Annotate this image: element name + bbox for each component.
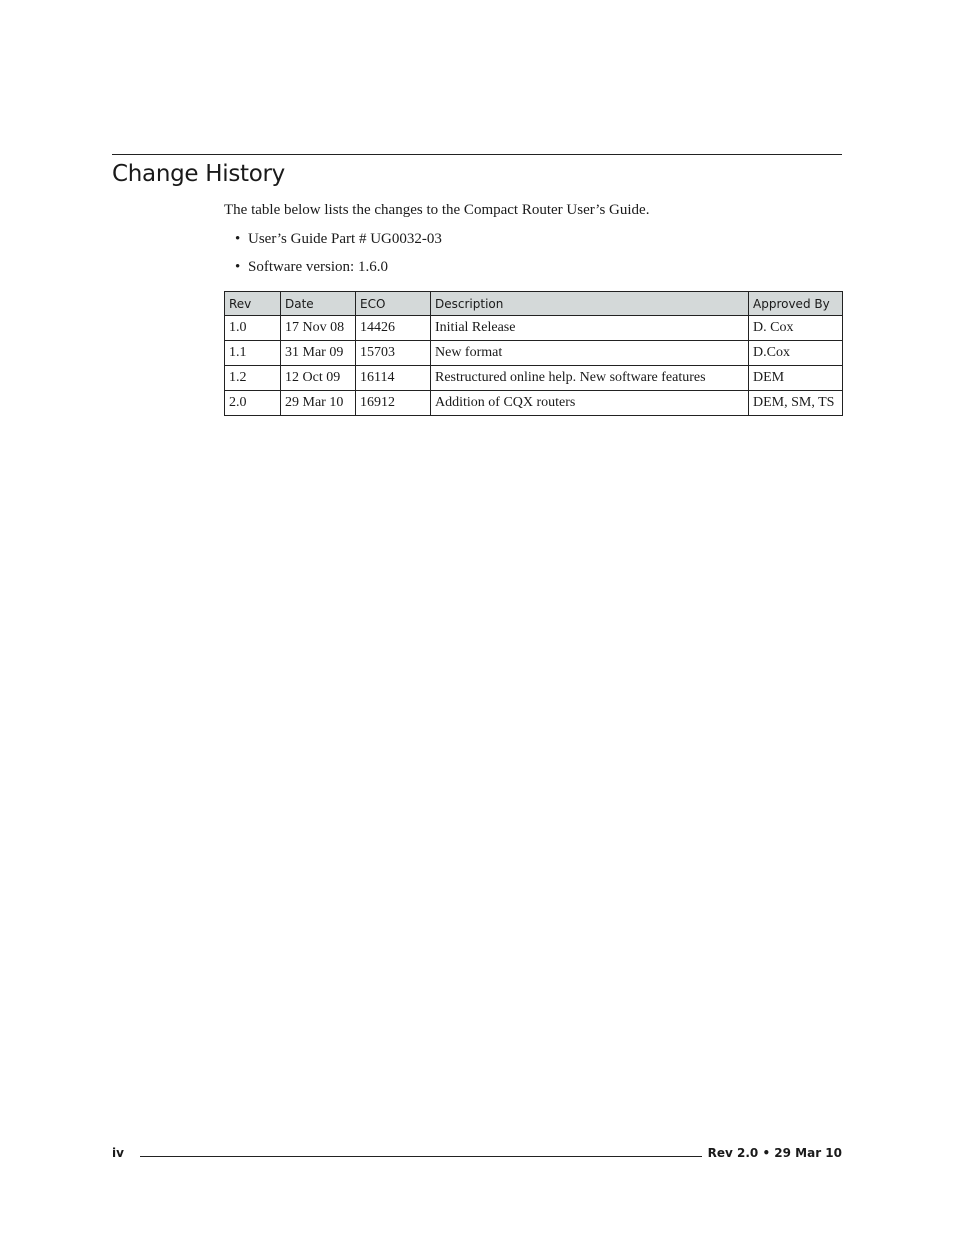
cell-date: 17 Nov 08	[281, 316, 356, 341]
cell-approved-by: D. Cox	[749, 316, 843, 341]
intro-paragraph: The table below lists the changes to the Compact Router User’s Guide.	[224, 202, 650, 218]
cell-eco: 14426	[356, 316, 431, 341]
header-eco: ECO	[356, 292, 431, 316]
cell-approved-by: DEM	[749, 366, 843, 391]
table-row	[225, 316, 843, 341]
list-item	[235, 258, 442, 286]
change-history-table	[224, 291, 843, 416]
header-rev: Rev	[225, 292, 281, 316]
cell-rev: 1.1	[225, 341, 281, 366]
footer-revision: Rev 2.0 • 29 Mar 10	[707, 1146, 842, 1160]
cell-eco: 16912	[356, 391, 431, 416]
cell-eco: 15703	[356, 341, 431, 366]
footer-page-number: iv	[112, 1146, 124, 1160]
bullet-text: User’s Guide Part # UG0032-03	[248, 231, 442, 247]
cell-approved-by: DEM, SM, TS	[749, 391, 843, 416]
bullet-text: Software version: 1.6.0	[248, 259, 388, 275]
top-rule	[112, 154, 842, 155]
header-description: Description	[431, 292, 749, 316]
cell-date: 29 Mar 10	[281, 391, 356, 416]
bullet-icon: •	[235, 259, 241, 275]
cell-rev: 1.0	[225, 316, 281, 341]
table-row	[225, 391, 843, 416]
table-row	[225, 341, 843, 366]
cell-rev: 2.0	[225, 391, 281, 416]
header-approved-by: Approved By	[749, 292, 843, 316]
cell-description: Addition of CQX routers	[431, 391, 749, 416]
cell-description: Initial Release	[431, 316, 749, 341]
cell-eco: 16114	[356, 366, 431, 391]
footer-rule	[140, 1156, 702, 1157]
table-header-row	[225, 292, 843, 316]
table-row	[225, 366, 843, 391]
cell-date: 12 Oct 09	[281, 366, 356, 391]
bullet-list	[235, 230, 442, 286]
cell-rev: 1.2	[225, 366, 281, 391]
cell-date: 31 Mar 09	[281, 341, 356, 366]
cell-description: Restructured online help. New software features	[431, 366, 749, 391]
bullet-icon: •	[235, 231, 241, 247]
list-item	[235, 230, 442, 258]
cell-approved-by: D.Cox	[749, 341, 843, 366]
cell-description: New format	[431, 341, 749, 366]
page-title: Change History	[112, 161, 285, 187]
header-date: Date	[281, 292, 356, 316]
